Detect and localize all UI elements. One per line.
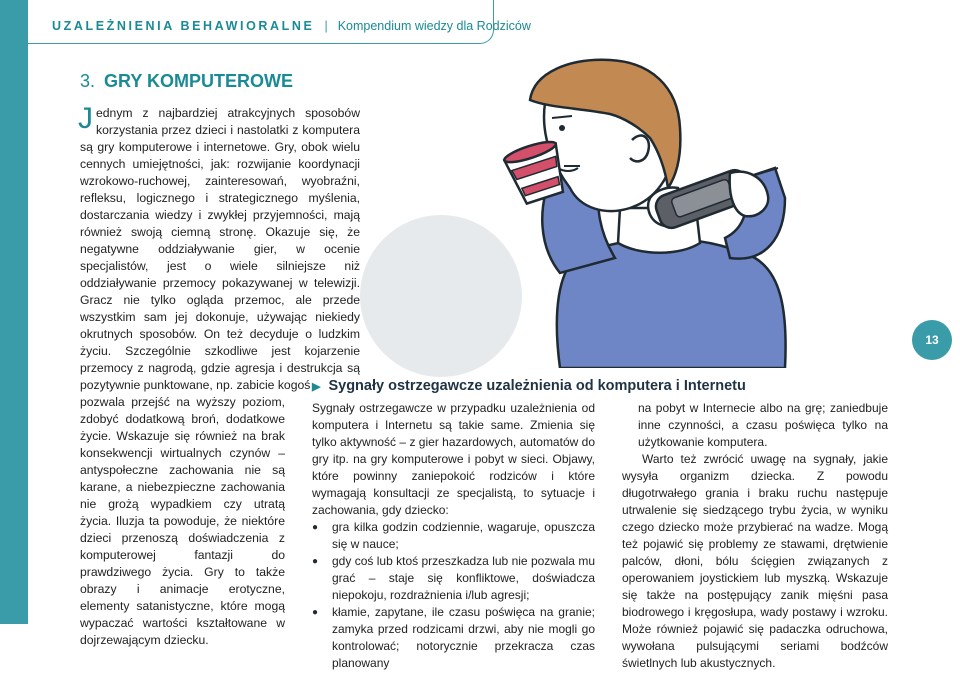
list-item-continuation: na pobyt w Internecie albo na grę; zaniedbuje inne czynności, a czasu poświęca tylko na użytkowanie komputera. (638, 401, 888, 449)
warning-box-title (312, 378, 746, 394)
list-item: ● gdy coś lub ktoś przeszkadza lub nie pozwala mu grać – staje się konfliktowe, doświadcza niepokoju, rozdrażnienia i/lub agresji; (312, 553, 595, 604)
paragraph-2: pozwala przejść na wyższy poziom, zdobyć dodatkową broń, dodatkowe życie. Wskazuje się również na brak konsekwencji wirtualnych czynów – antyspołeczne zachowania nie są karane, a niebezpieczne zachowania nie grożą wypadkiem czy utratą życia. Iluzja ta powoduje, że niektóre dzieci przenoszą doświadczenia z komputerowej fantazji do prawdziwego życia. Gry to także obrazy i animacje erotyczne, elementy satanistyczne, które mogą wypaczać wartości kształtowane w dojrzewającym dziecku. (80, 395, 285, 647)
header-divider: | (324, 19, 328, 33)
running-header (52, 19, 531, 33)
list-item: ● kłamie, zapytane, ile czasu poświęca na granie; zamyka przed rodzicami drzwi, aby nie mogli go kontrolować; notorycznie przekracza czas planowany (312, 604, 595, 672)
warning-column-right (622, 400, 888, 672)
gamer-illustration (500, 58, 790, 368)
warning-column-left (312, 400, 595, 672)
warning-list (312, 519, 595, 672)
paragraph-1: Gry, obok wielu cennych umiejętności, jak: rozwijanie koordynacji wzrokowo-ruchowej, zainteresowań, wyobraźni, refleksu, logicznego i strategicznego myślenia, dostarczania wiedzy i zwykłej przyjemności, mają również swoją ciemną stronę. Okazuje się, że negatywne oddziaływanie gier, w ocenie specjalistów, jest o wiele silniejsze niż oddziaływanie przemocy pokazywanej w telewizji. Gracz nie tylko ogląda przemoc, ale przede wszystkim sam jej dokonuje, używając niekiedy okrutnych sposobów. On też decyduje o ludzkim życiu. Szczególnie szkodliwe jest kojarzenie przemocy z nagrodą, gdzie agresja i destrukcja są pozytywnie punktowane, np. zabicie kogoś (80, 140, 360, 392)
decorative-circle (360, 215, 522, 377)
header-subtitle: Kompendium wiedzy dla Rodziców (337, 19, 531, 33)
chapter-title (80, 71, 293, 92)
chapter-number: 3. (80, 71, 96, 91)
page-number-badge: 13 (912, 320, 952, 360)
body-signals-paragraph: Warto też zwrócić uwagę na sygnały, jakie wysyła organizm dziecka. Z powodu długotrwałego grania i braku ruchu następuje utrwalenie się siedzącego trybu życia, w wyniku czego dziecko może przybierać na wadze. Mogą też pojawić się problemy ze stawami, drętwienie palców, dłoni, bólu ścięgien związanych z operowaniem joystickiem lub myszką. Wskazuje się także na postępujący zanik mięśni pasa biodrowego i kręgosłupa, wady postawy i wzroku. Może również pojawić się padaczka odruchowa, wywołana pulsującymi seriami bodźców świetlnych lub akustycznych. (622, 452, 888, 670)
chapter-title-text: GRY KOMPUTEROWE (104, 71, 294, 91)
side-accent-bar (0, 0, 28, 624)
triangle-bullet-icon: ▶ (312, 381, 321, 393)
warning-intro: Sygnały ostrzegawcze w przypadku uzależnienia od komputera i Internetu są takie same. Zmienia się tylko aktywność – z gier hazardowych, automatów do gry itp. na gry komputerowe i pobyt w sieci. Objawy, które powinny zaniepokoić rodziców i które wymagają konsultacji ze specjalistą, to sytuacje i zachowania, gdy dziecko: (312, 401, 595, 517)
drop-cap: J (78, 102, 93, 135)
intro-text: ednym z najbardziej atrakcyjnych sposobów korzystania przez dzieci i nastolatki z komputera są gry komputerowe i internetowe. (80, 106, 360, 154)
header-section: UZALEŻNIENIA BEHAWIORALNE (52, 19, 315, 33)
warning-box-title-text: Sygnały ostrzegawcze uzależnienia od komputera i Internetu (328, 378, 746, 394)
list-item: ● gra kilka godzin codziennie, wagaruje, opuszcza się w nauce; (312, 519, 595, 553)
